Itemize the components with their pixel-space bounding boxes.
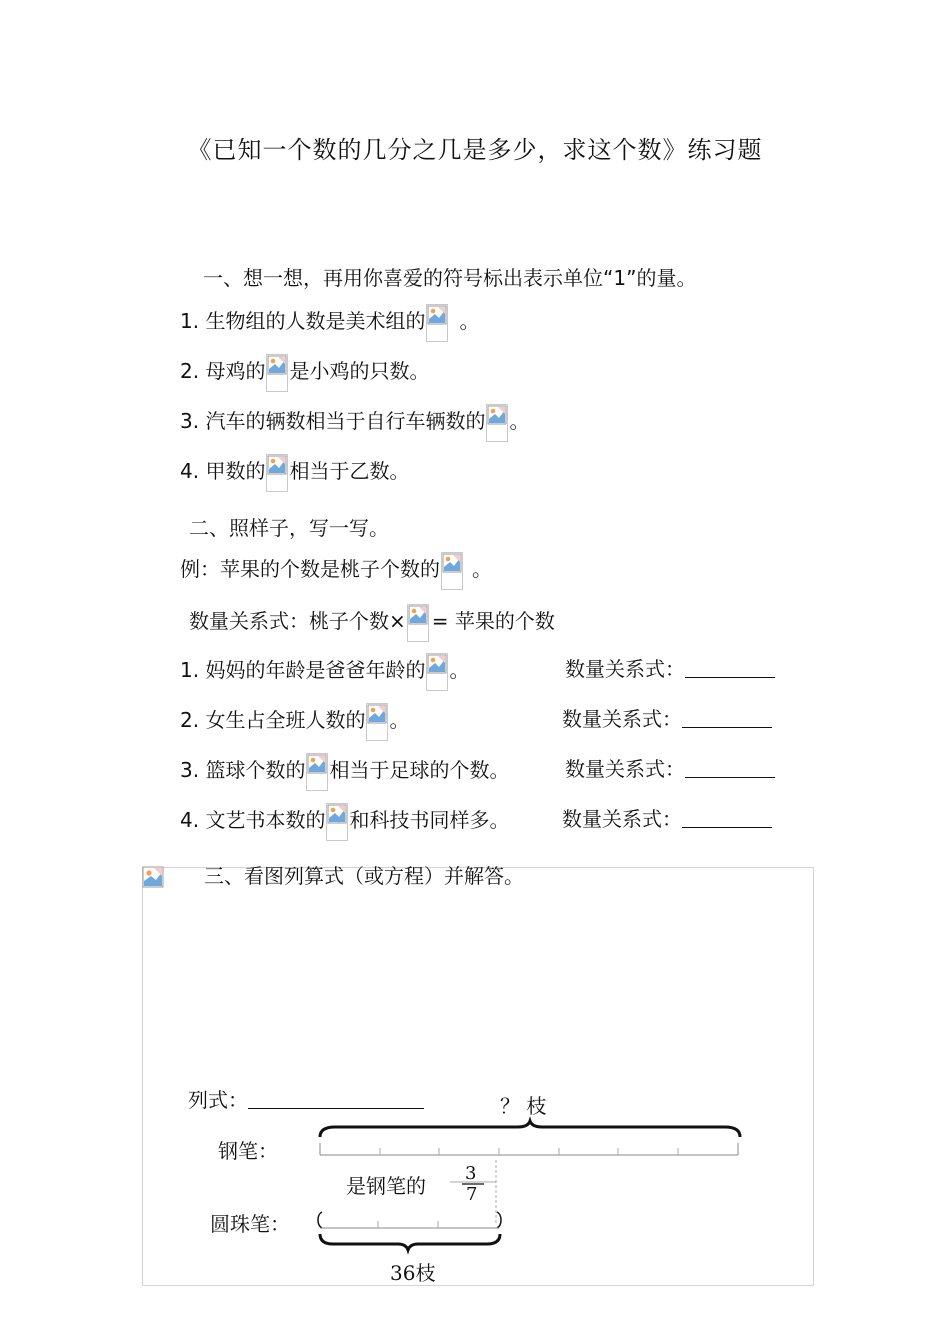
count-label: 36枝 [390,1261,436,1285]
s1-item-4: 4. 甲数的 相当于乙数。 [180,454,409,492]
formula-line: 列式： [188,1084,424,1113]
s1-item-2: 2. 母鸡的 是小鸡的只数。 [180,354,429,392]
question-label: ？ 枝 [500,1094,547,1118]
s2-item-4: 4. 文艺书本数的 和科技书同样多。 [180,803,509,841]
s2-relation: 数量关系式：桃子个数× = 苹果的个数 [189,604,555,642]
s2-item-3: 3. 篮球个数的 相当于足球的个数。 [180,753,509,791]
s2-example: 例：苹果的个数是桃子个数的 。 [180,552,492,590]
section3-heading: 三、看图列算式（或方程）并解答。 [204,864,524,888]
s2-relation-2: 数量关系式： [562,703,772,732]
s2-item-1: 1. 妈妈的年龄是爸爸年龄的 。 [180,653,469,691]
s2-relation-4: 数量关系式： [562,803,772,832]
s1-item-3: 3. 汽车的辆数相当于自行车辆数的 。 [180,404,529,442]
fraction-text: 是钢笔的 [346,1174,426,1198]
section2-heading: 二、照样子，写一写。 [189,516,389,540]
fraction-numerator: 3 [465,1163,477,1184]
s2-relation-3: 数量关系式： [565,753,775,782]
s2-item-2: 2. 女生占全班人数的 。 [180,703,409,741]
ballpen-label: 圆珠笔： [210,1212,290,1236]
pen-brace [320,1121,740,1137]
ballpen-brace [320,1234,500,1250]
section1-heading: 一、想一想，再用你喜爱的符号标出表示单位“1”的量。 [203,266,697,290]
pen-bar [320,1143,738,1155]
pen-label: 钢笔： [218,1139,278,1163]
fraction-denominator: 7 [466,1184,478,1205]
s2-relation-1: 数量关系式： [565,653,775,682]
page-title: 《已知一个数的几分之几是多少，求这个数》练习题 [187,136,763,164]
ballpen-bar [318,1212,501,1228]
s1-item-1: 1. 生物组的人数是美术组的 。 [180,304,479,342]
